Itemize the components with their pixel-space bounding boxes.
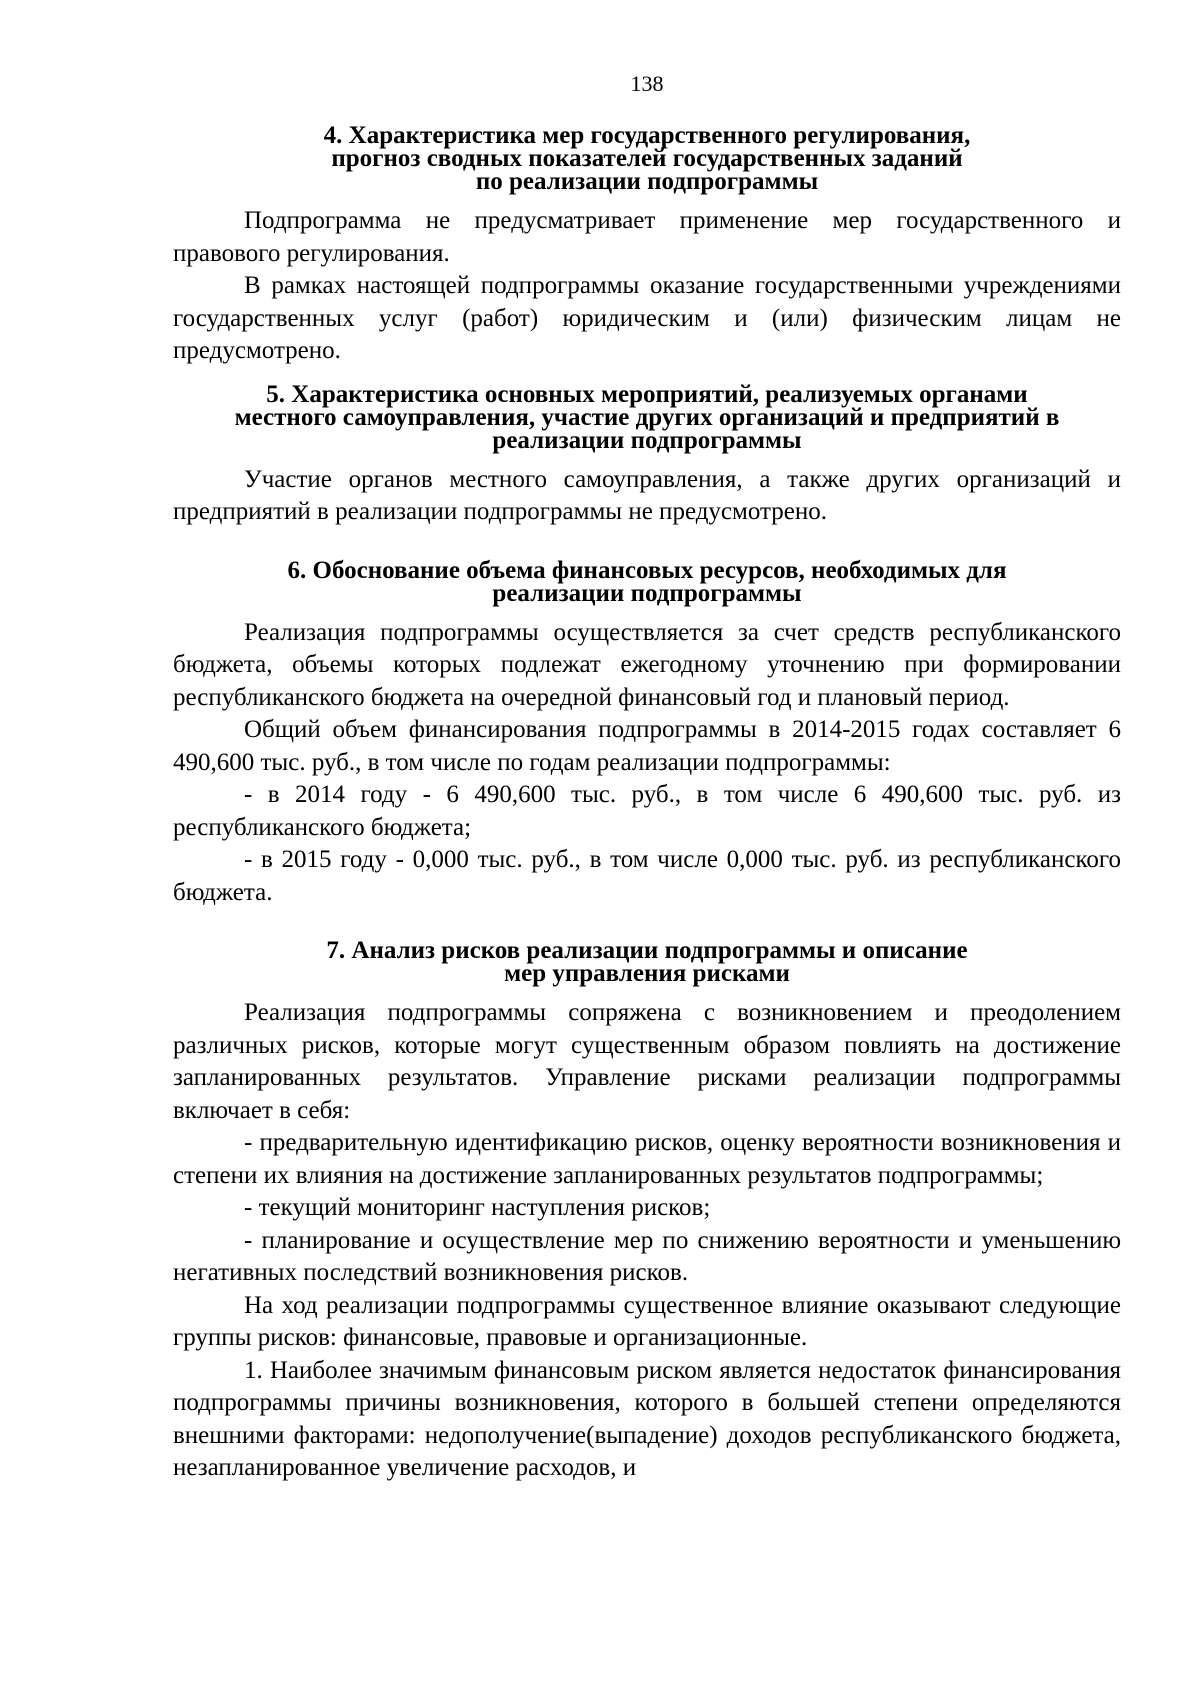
paragraph: Участие органов местного самоуправления, а также других организаций и предприятий в реализации подпрограммы не предусмотрено. [173, 465, 1121, 525]
heading-line: по реализации подпрограммы [475, 168, 819, 195]
list-item: - планирование и осуществление мер по снижению вероятности и уменьшению негативных последствий возникновения рисков. [173, 1226, 1121, 1286]
paragraph: Подпрограмма не предусматривает применение мер государственного и правового регулирования. [173, 207, 1121, 267]
heading-line: 4. Характеристика мер государственного регулирования, [323, 122, 971, 149]
heading-line: мер управления рисками [504, 960, 790, 987]
paragraph: В рамках настоящей подпрограммы оказание государственными учреждениями государственных услуг (работ) юридическим и (или) физическим лицам не предусмотрено. [173, 272, 1121, 364]
paragraph: Реализация подпрограммы осуществляется за счет средств республиканского бюджета, объемы которых подлежат ежегодному уточнению при формировании республиканского бюджета на очередной финансовый год и плановый период. [173, 618, 1121, 711]
heading-line: 5. Характеристика основных мероприятий, реализуемых органами [266, 380, 1028, 408]
section-7-heading [173, 939, 1121, 985]
heading-line: прогноз сводных показателей государственных заданий [331, 145, 963, 172]
section-6-heading [173, 556, 1121, 607]
heading-line: реализации подпрограммы [492, 579, 802, 607]
heading-line: реализации подпрограммы [492, 426, 802, 454]
heading-line: 6. Обоснование объема финансовых ресурсов, необходимых для [287, 556, 1007, 584]
paragraph: На ход реализации подпрограммы существенное влияние оказывают следующие группы рисков: финансовые, правовые и организационные. [173, 1291, 1121, 1351]
list-item: - предварительную идентификацию рисков, оценку вероятности возникновения и степени их влияния на достижение запланированных результатов подпрограммы; [173, 1129, 1121, 1189]
page-number: 138 [630, 71, 664, 96]
section-5-heading [173, 380, 1121, 454]
heading-line: 7. Анализ рисков реализации подпрограммы и описание [326, 937, 968, 964]
paragraph: 1. Наиболее значимым финансовым риском является недостаток финансирования подпрограммы причины возникновения, которого в большей степени определяются внешними факторами: недополучение(выпадение) доходов республиканского бюджета, незапланированное увеличение расходов, и [173, 1356, 1121, 1481]
page-content [173, 124, 1121, 1485]
list-item: - в 2015 году - 0,000 тыс. руб., в том числе 0,000 тыс. руб. из республиканского бюджета. [173, 846, 1121, 906]
paragraph: Общий объем финансирования подпрограммы в 2014-2015 годах составляет 6 490,600 тыс. руб., в том числе по годам реализации подпрограммы: [173, 716, 1121, 776]
section-4-heading [173, 124, 1121, 193]
list-item: - текущий мониторинг наступления рисков; [244, 1194, 711, 1221]
paragraph: Реализация подпрограммы сопряжена с возникновением и преодолением различных рисков, которые могут существенным образом повлиять на достижение запланированных результатов. Управление рисками реализации подпрограммы включает в себя: [173, 999, 1121, 1124]
list-item: - в 2014 году - 6 490,600 тыс. руб., в том числе 6 490,600 тыс. руб. из республиканского бюджета; [173, 781, 1121, 841]
heading-line: местного самоуправления, участие других организаций и предприятий в [234, 403, 1060, 431]
